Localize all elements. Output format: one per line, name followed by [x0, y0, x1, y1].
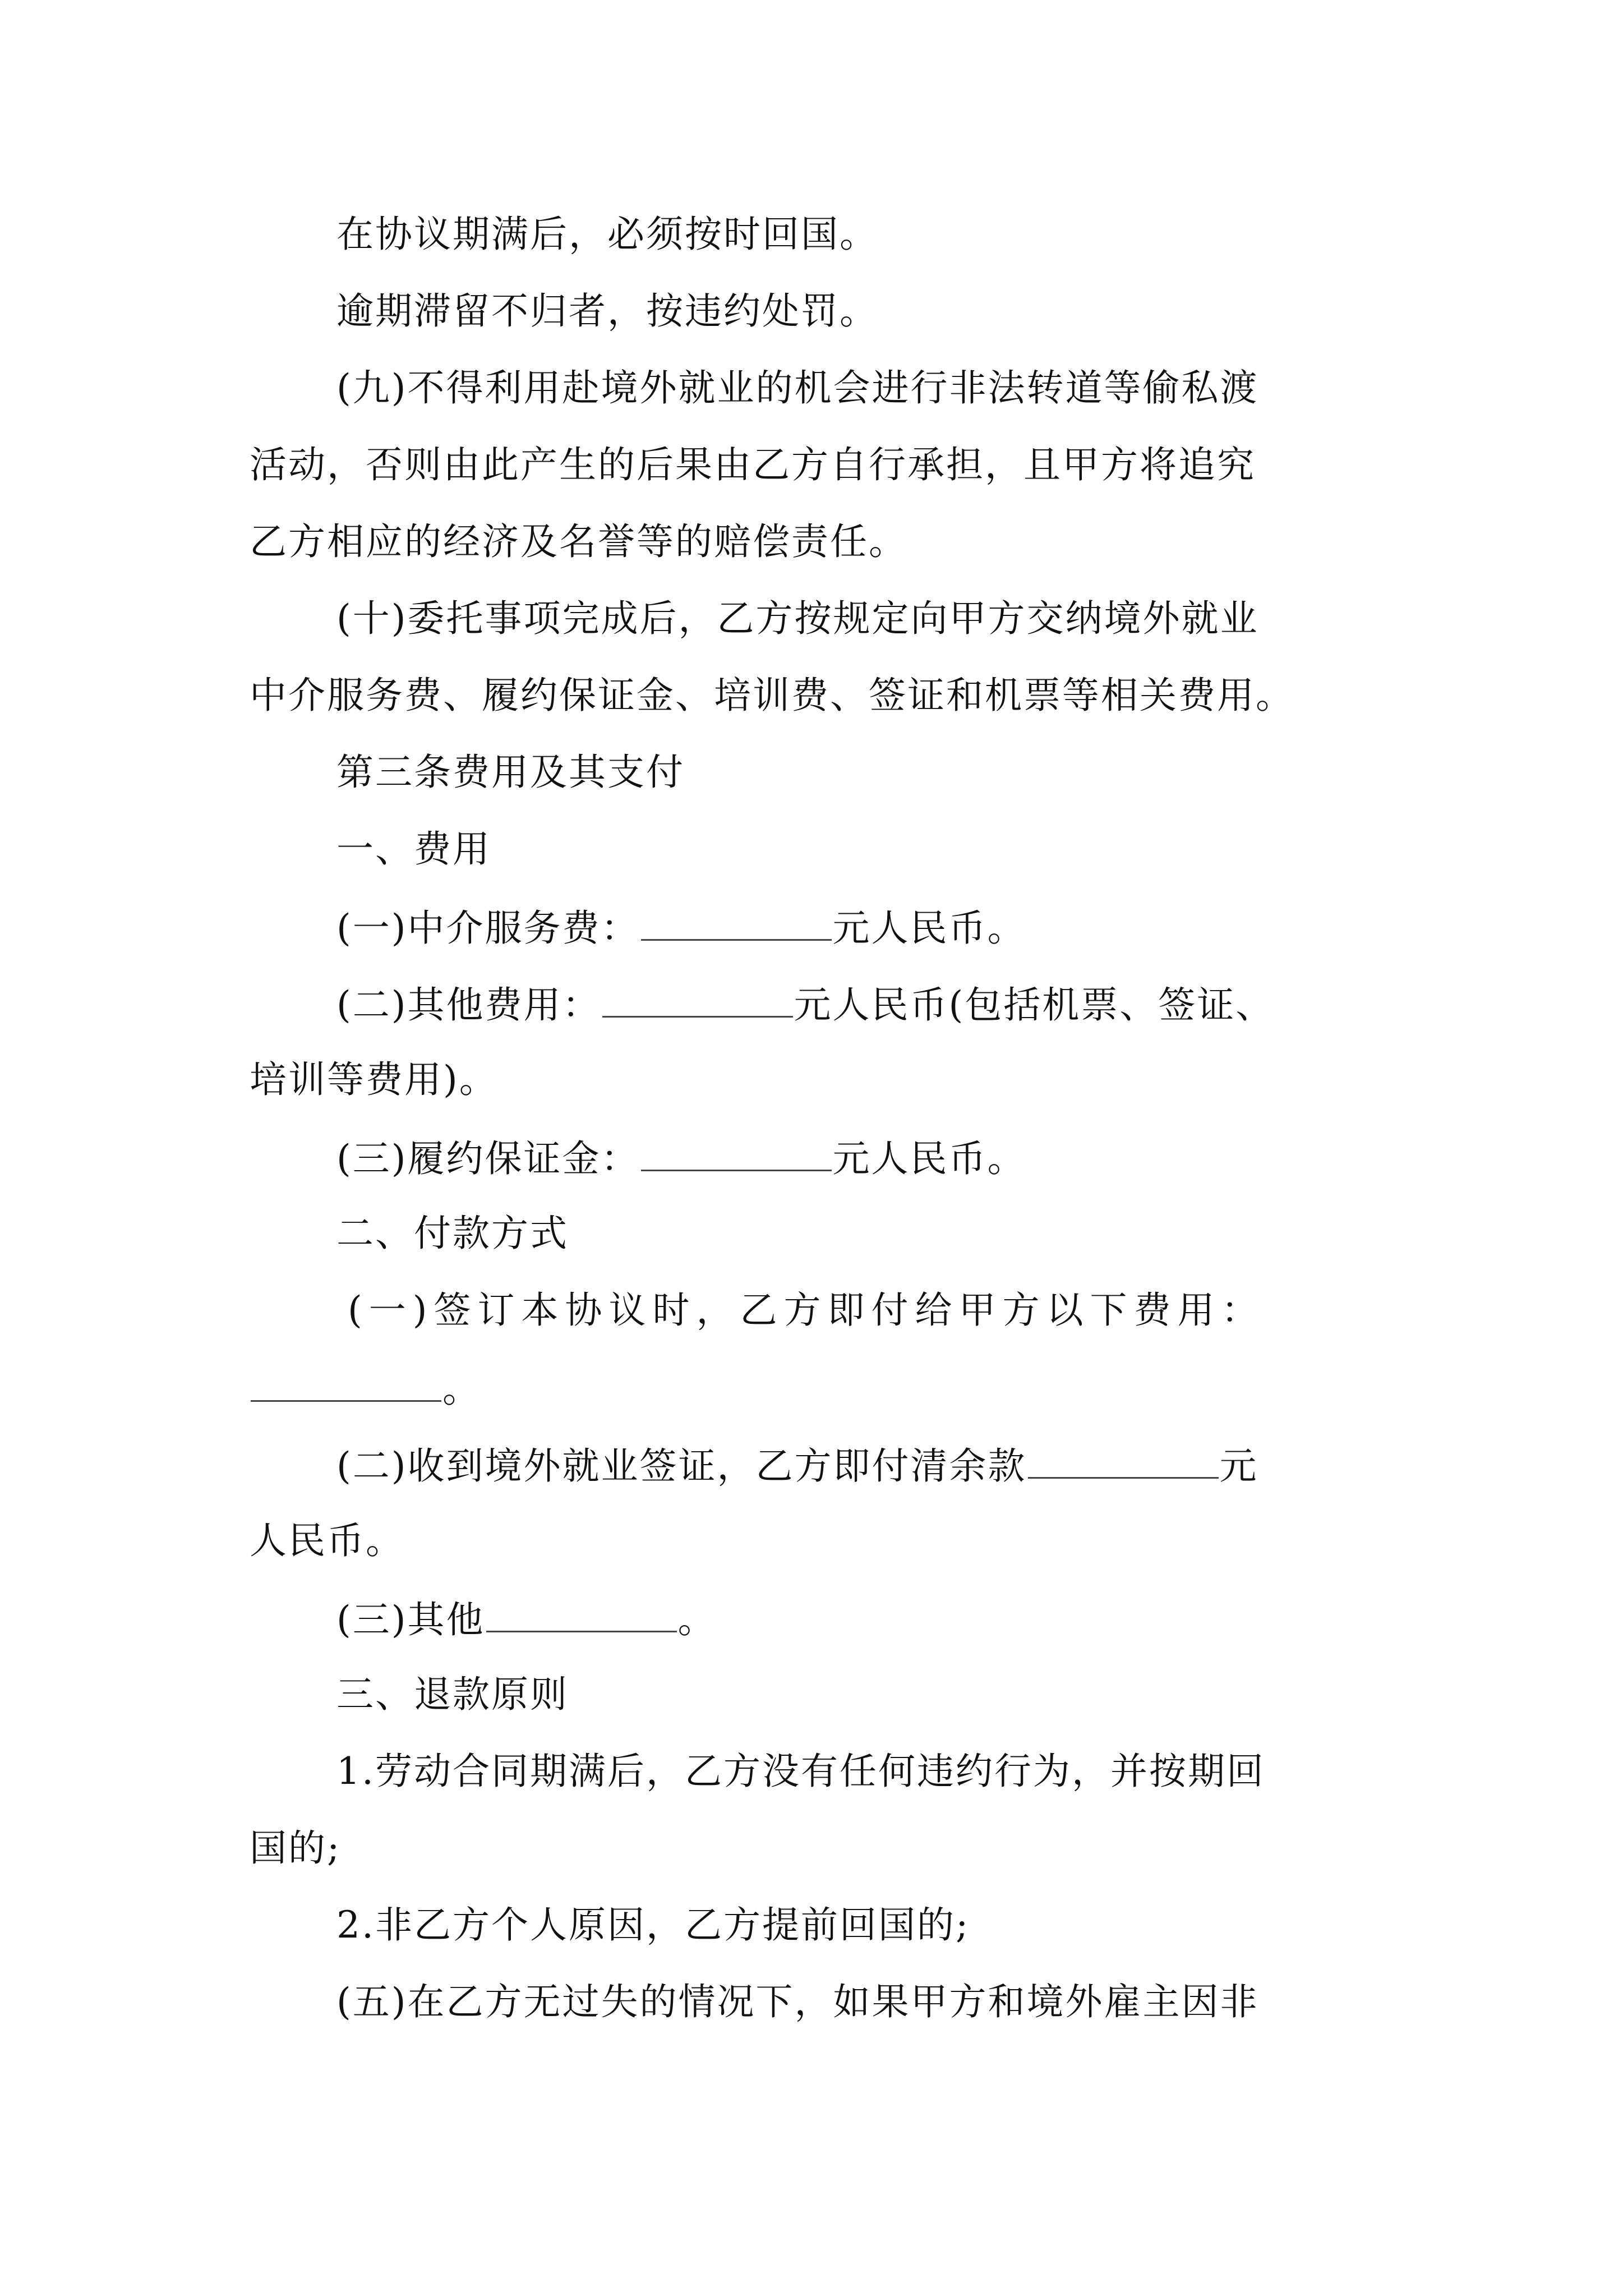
paragraph-line: 在协议期满后，必须按时回国。 — [336, 213, 878, 256]
payment-item-1-cont — [250, 1368, 481, 1411]
fee-item-unit: 元人民币。 — [832, 1137, 1026, 1180]
refund-item-2: 2.非乙方个人原因，乙方提前回国的; — [336, 1903, 970, 1947]
fee-item-unit: 元人民币。 — [832, 907, 1026, 950]
clause-10-line-2: 中介服务费、履约保证金、培训费、签证和机票等相关费用。 — [250, 674, 1294, 717]
section-payment-heading: 二、付款方式 — [336, 1212, 569, 1255]
refund-item-1-cont: 国的; — [250, 1826, 342, 1870]
refund-item-1: 1.劳动合同期满后，乙方没有任何违约行为，并按期回 — [336, 1750, 1265, 1793]
fee-item-unit: 元人民币(包括机票、签证、 — [794, 983, 1275, 1027]
payment-item-2-cont: 人民币。 — [250, 1519, 404, 1562]
payment-item-2 — [336, 1444, 1258, 1488]
section-fees-heading: 一、费用 — [336, 827, 491, 871]
amount-blank — [602, 984, 793, 1018]
amount-blank — [486, 1599, 677, 1632]
clause-9-line-3: 乙方相应的经济及名誉等的赔偿责任。 — [250, 520, 907, 563]
paragraph-line: 逾期滞留不归者，按违约处罚。 — [336, 289, 878, 333]
punctuation: 。 — [677, 1598, 717, 1641]
fee-item-other-cont: 培训等费用)。 — [250, 1058, 498, 1101]
payment-item-label: (二)收到境外就业签证，乙方即付清余款 — [336, 1444, 1027, 1488]
payment-item-3 — [336, 1599, 717, 1639]
amount-blank — [1028, 1446, 1219, 1479]
clause-10-line-1: (十)委托事项完成后，乙方按规定向甲方交纳境外就业 — [336, 597, 1259, 640]
fee-item-agency — [336, 907, 1026, 950]
article-3-heading: 第三条费用及其支付 — [336, 751, 685, 794]
payment-item-1: (一)签订本协议时，乙方即付给甲方以下费用： — [348, 1289, 1265, 1332]
amount-blank — [251, 1369, 441, 1402]
section-refund-heading: 三、退款原则 — [336, 1673, 569, 1716]
fee-item-label: (二)其他费用： — [336, 983, 601, 1027]
payment-item-unit: 元 — [1219, 1444, 1258, 1488]
fee-item-label: (三)履约保证金： — [336, 1137, 640, 1180]
clause-9-line-2: 活动，否则由此产生的后果由乙方自行承担，且甲方将追究 — [250, 443, 1256, 486]
amount-blank — [641, 908, 832, 941]
clause-5-line-1: (五)在乙方无过失的情况下，如果甲方和境外雇主因非 — [336, 1980, 1259, 2023]
fee-item-other — [336, 983, 1275, 1027]
fee-item-deposit — [336, 1137, 1026, 1180]
amount-blank — [641, 1138, 832, 1171]
punctuation: 。 — [442, 1368, 481, 1411]
payment-item-label: (三)其他 — [336, 1598, 485, 1641]
fee-item-label: (一)中介服务费： — [336, 907, 640, 950]
clause-9-line-1: (九)不得利用赴境外就业的机会进行非法转道等偷私渡 — [336, 366, 1259, 409]
